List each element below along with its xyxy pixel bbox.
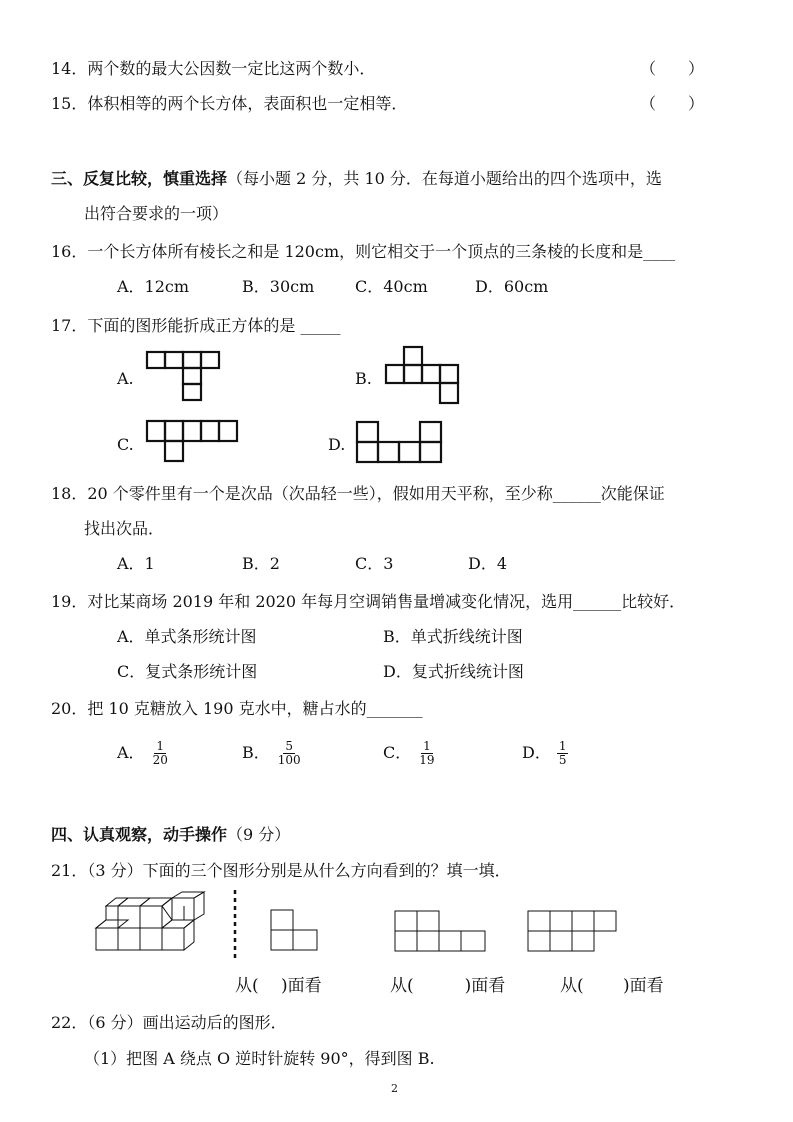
q18-stem: 18．20 个零件里有一个是次品（次品轻一些），假如用天平称，至少称______次能保证 <box>51 484 665 503</box>
section4-title: 四、认真观察，动手操作 <box>51 825 228 844</box>
q16-option-a[interactable]: A．12cm <box>117 277 190 296</box>
denominator: 100 <box>277 753 301 767</box>
q20-option-d-fraction <box>557 740 569 767</box>
q19-option-a[interactable]: A．单式条形统计图 <box>117 627 257 646</box>
q20-option-b[interactable] <box>242 740 303 767</box>
q18-option-c[interactable]: C．3 <box>355 554 394 573</box>
q17-net-a <box>145 350 225 406</box>
q17-label-b[interactable]: B. <box>355 369 372 388</box>
q17-stem: 17．下面的图形能折成正方体的是 _____ <box>51 316 341 335</box>
q21-blank-2[interactable]: 从( )面看 <box>390 976 506 996</box>
denominator: 5 <box>558 753 567 767</box>
denominator: 20 <box>152 753 168 767</box>
q15-answer-paren[interactable]: （ ） <box>640 94 705 113</box>
q19-option-d[interactable]: D．复式折线统计图 <box>383 662 524 681</box>
q18-option-d[interactable]: D．4 <box>468 554 508 573</box>
section3-note-cont: 出符合要求的一项） <box>84 204 229 223</box>
q18-option-a[interactable]: A．1 <box>117 554 155 573</box>
section4-note: （9 分） <box>227 825 291 844</box>
q17-net-c <box>145 418 243 466</box>
q17-label-d[interactable]: D. <box>328 435 346 454</box>
q21-blank-3[interactable]: 从( )面看 <box>560 976 664 996</box>
q20-option-b-fraction <box>276 740 303 767</box>
q17-label-c[interactable]: C. <box>117 435 134 454</box>
q20-stem: 20．把 10 克糖放入 190 克水中，糖占水的_______ <box>51 699 423 718</box>
q14-text: 14．两个数的最大公因数一定比这两个数小． <box>51 59 376 78</box>
q14-answer-paren[interactable]: （ ） <box>640 59 705 78</box>
q20-option-b-label: B． <box>242 743 270 762</box>
q21-view-1 <box>269 908 321 952</box>
q17-label-a[interactable]: A. <box>117 369 134 388</box>
section4-heading <box>51 824 290 846</box>
q20-option-a-fraction <box>151 740 170 767</box>
section3-title: 三、反复比较，慎重选择 <box>51 169 228 188</box>
q20-option-a-label: A． <box>117 743 145 762</box>
page-number: 2 <box>391 1082 398 1095</box>
q16-option-d[interactable]: D．60cm <box>475 277 549 296</box>
q20-option-c-fraction <box>417 740 436 767</box>
q22-stem: 22．（6 分）画出运动后的图形． <box>51 1013 287 1032</box>
section3-heading <box>51 168 662 190</box>
q20-option-c[interactable] <box>383 740 437 767</box>
q19-option-b[interactable]: B．单式折线统计图 <box>383 627 523 646</box>
q19-stem: 19．对比某商场 2019 年和 2020 年每月空调销售量增减变化情况，选用______比较好． <box>51 592 686 611</box>
q20-option-c-label: C． <box>383 743 412 762</box>
q20-option-d-label: D． <box>522 743 551 762</box>
q18-option-b[interactable]: B．2 <box>242 554 280 573</box>
q16-option-c[interactable]: C．40cm <box>355 277 428 296</box>
numerator: 1 <box>156 739 165 753</box>
q16-option-b[interactable]: B．30cm <box>242 277 315 296</box>
q22-sub1: （1）把图 A 绕点 O 逆时针旋转 90°，得到图 B. <box>84 1049 435 1068</box>
q18-stem-cont: 找出次品． <box>84 519 165 538</box>
q17-net-b <box>384 344 460 408</box>
q21-view-3 <box>526 909 620 953</box>
q21-blank-1[interactable]: 从( )面看 <box>235 976 322 996</box>
q21-cube-solid <box>94 890 214 960</box>
denominator: 19 <box>419 753 435 767</box>
q16-stem: 16．一个长方体所有棱长之和是 120cm，则它相交于一个顶点的三条棱的长度和是____ <box>51 242 676 261</box>
numerator: 1 <box>558 739 567 753</box>
numerator: 5 <box>285 739 294 753</box>
numerator: 1 <box>423 739 431 753</box>
q20-option-a[interactable] <box>117 740 170 767</box>
q20-option-d[interactable] <box>522 740 568 767</box>
q21-dashed-divider <box>232 890 238 962</box>
q17-net-d <box>354 420 446 466</box>
q15-text: 15．体积相等的两个长方体，表面积也一定相等． <box>51 94 408 113</box>
q21-view-2 <box>393 909 489 953</box>
q21-stem: 21．（3 分）下面的三个图形分别是从什么方向看到的？填一填． <box>51 861 511 880</box>
q19-option-c[interactable]: C．复式条形统计图 <box>117 662 258 681</box>
section3-note: （每小题 2 分，共 10 分．在每道小题给出的四个选项中，选 <box>227 169 662 188</box>
